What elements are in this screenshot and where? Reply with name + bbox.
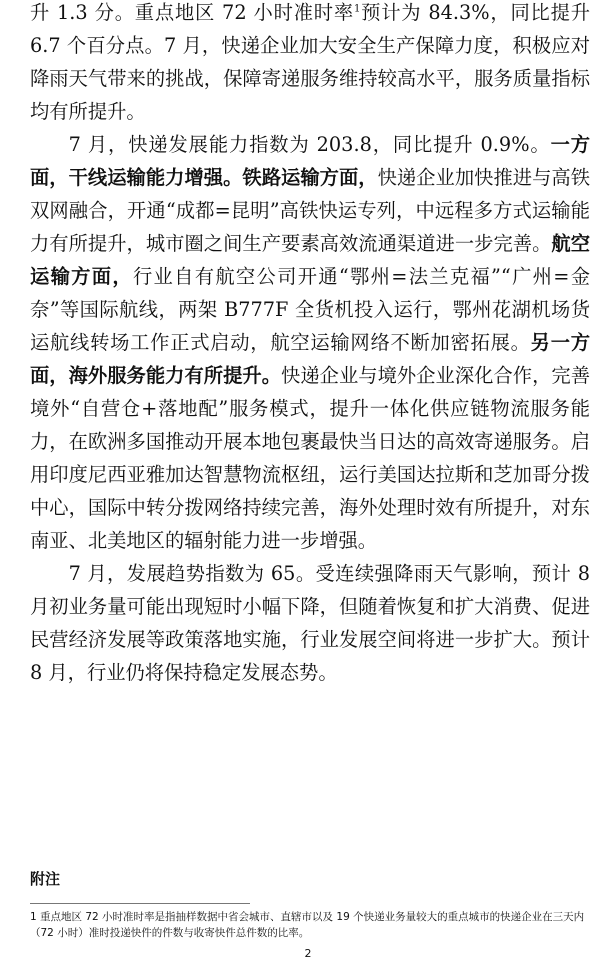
text-run: 7 月，快递发展能力指数为 203.8，同比提升 0.9%。 [68, 133, 551, 156]
paragraph-2 [30, 128, 590, 557]
bold-heading-run: 另一方面，海外服务能力有所提升。 [30, 331, 591, 387]
text-run: 快递企业与境外企业深化合作，完善境外“自营仓+落地配”服务模式，提升一体化供应链物流服务能力，在欧洲多国推动开展本地包裹最快当日达的高效寄递服务。启用印度尼西亚雅加达智慧物流枢纽，运行美国达拉斯和芝加哥分拨中心，国际中转分拨网络持续完善，海外处理时效有所提升，对东南亚、北美地区的辐射能力进一步增强。 [30, 364, 590, 552]
footnote-1: 1 重点地区 72 小时准时率是指抽样数据中省会城市、直辖市以及 19 个快递业务量较大的重点城市的快递企业在三天内（72 小时）准时投递快件的件数与收寄快件总件数的比率。 [30, 911, 585, 939]
page-number: 2 [304, 947, 312, 960]
text-run: 预计为 84.3%，同比提升 6.7 个百分点。7 月，快递企业加大安全生产保障力度，积极应对降雨天气带来的挑战，保障寄递服务维持较高水平，服务质量指标均有所提升。 [30, 1, 590, 123]
bold-heading-run: 一方面，干线运输能力增强。铁路运输方面， [30, 133, 591, 189]
text-run: 行业自有航空公司开通“鄂州=法兰克福”“广州=金奈”等国际航线，两架 B777F 全货机投入运行，鄂州花湖机场货运航线转场工作正式启动，航空运输网络不断加密拓展。 [30, 265, 591, 354]
bold-heading-run: 航空运输方面， [30, 232, 590, 288]
notes-heading: 附注 [30, 870, 61, 888]
footnote-ref-marker: 1 [353, 3, 361, 15]
footnote-divider [30, 903, 250, 904]
text-run: 升 1.3 分。重点地区 72 小时准时率 [30, 1, 354, 24]
text-run: 7 月，发展趋势指数为 65。受连续强降雨天气影响，预计 8 月初业务量可能出现短时小幅下降，但随着恢复和扩大消费、促进民营经济发展等政策落地实施，行业发展空间将进一步扩大。预计 8 月，行业仍将保持稳定发展态势。 [30, 562, 590, 684]
text-run: 快递企业加快推进与高铁双网融合，开通“成都=昆明”高铁快运专列，中远程多方式运输能力有所提升，城市圈之间生产要素高效流通渠道进一步完善。 [30, 166, 591, 255]
body-text [30, 0, 590, 689]
paragraph-3 [30, 557, 590, 689]
paragraph-1 [30, 0, 590, 128]
